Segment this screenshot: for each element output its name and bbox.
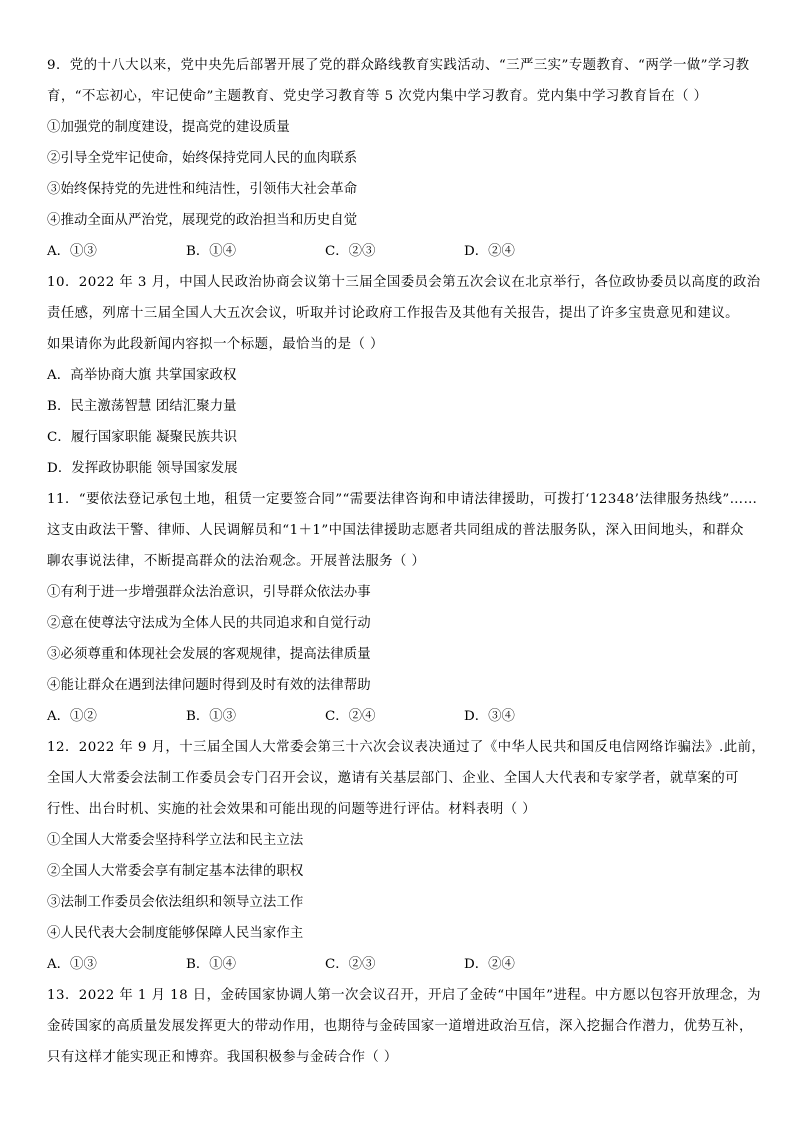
question-11-option-c: C．②④ bbox=[325, 709, 376, 724]
question-12-option-a: A．①③ bbox=[47, 957, 97, 972]
question-11-statement-4: ④能让群众在遇到法律问题时得到及时有效的法律帮助 bbox=[47, 678, 371, 693]
question-13-stem-line-3: 只有这样才能实现正和博弈。我国积极参与金砖合作（ ） bbox=[47, 1050, 398, 1065]
question-11-statement-1: ①有利于进一步增强群众法治意识，引导群众依法办事 bbox=[47, 585, 371, 600]
question-9-option-d: D．②④ bbox=[464, 244, 515, 259]
question-12-option-d: D．②④ bbox=[464, 957, 515, 972]
question-11-option-d: D．③④ bbox=[464, 709, 515, 724]
question-9 bbox=[47, 50, 767, 267]
question-12-stem-line-1: 12．2022 年 9 月，十三届全国人大常委会第三十六次会议表决通过了《中华人民共和国反电信网络诈骗法》.此前， bbox=[47, 740, 766, 755]
question-11-option-a: A．①② bbox=[47, 709, 97, 724]
question-11-statement-3: ③必须尊重和体现社会发展的客观规律，提高法律质量 bbox=[47, 647, 371, 662]
question-12-options bbox=[47, 949, 767, 980]
question-10-stem-line-3: 如果请你为此段新闻内容拟一个标题，最恰当的是（ ） bbox=[47, 337, 384, 352]
question-12-statement-2: ②全国人大常委会享有制定基本法律的职权 bbox=[47, 864, 304, 879]
question-11-options bbox=[47, 701, 767, 732]
question-9-statement-2: ②引导全党牢记使命，始终保持党同人民的血肉联系 bbox=[47, 151, 358, 166]
question-12-statement-1: ①全国人大常委会坚持科学立法和民主立法 bbox=[47, 833, 304, 848]
question-9-stem-line-1: 9．党的十八大以来，党中央先后部署开展了党的群众路线教育实践活动、“三严三实”专题教育、“两学一做”学习教 bbox=[47, 58, 750, 73]
question-10-option-b: B．民主激荡智慧 团结汇聚力量 bbox=[47, 399, 237, 414]
question-10-stem-line-2: 责任感，列席十三届全国人大五次会议，听取并讨论政府工作报告及其他有关报告，提出了许多宝贵意见和建议。 bbox=[47, 306, 740, 321]
question-9-stem-line-2: 育，“不忘初心，牢记使命”主题教育、党史学习教育等 5 次党内集中学习教育。党内集中学习教育旨在（ ） bbox=[47, 89, 708, 104]
question-10-option-c: C．履行国家职能 凝聚民族共识 bbox=[47, 430, 238, 445]
question-12-stem-line-2: 全国人大常委会法制工作委员会专门召开会议，邀请有关基层部门、企业、全国人大代表和专家学者，就草案的可 bbox=[47, 771, 740, 786]
question-11-option-b: B．①③ bbox=[186, 709, 237, 724]
question-11 bbox=[47, 484, 767, 732]
question-9-statement-3: ③始终保持党的先进性和纯洁性，引领伟大社会革命 bbox=[47, 182, 358, 197]
question-9-option-b: B．①④ bbox=[186, 244, 237, 259]
question-9-options bbox=[47, 236, 767, 267]
question-10-option-a: A．高举协商大旗 共掌国家政权 bbox=[47, 368, 237, 383]
question-13-stem-line-2: 金砖国家的高质量发展发挥更大的带动作用，也期待与金砖国家一道增进政治互信，深入挖掘合作潜力，优势互补， bbox=[47, 1019, 753, 1034]
question-12-statement-3: ③法制工作委员会依法组织和领导立法工作 bbox=[47, 895, 304, 910]
question-11-stem-line-1: 11．“要依法登记承包土地，租赁一定要签合同”“需要法律咨询和申请法律援助，可拨打‘12348’法律服务热线”…… bbox=[47, 492, 758, 507]
question-12-stem-line-3: 行性、出台时机、实施的社会效果和可能出现的问题等进行评估。材料表明（ ） bbox=[47, 802, 537, 817]
question-12-option-b: B．①④ bbox=[186, 957, 237, 972]
question-9-option-c: C．②③ bbox=[325, 244, 376, 259]
question-13 bbox=[47, 980, 767, 1073]
question-11-statement-2: ②意在使尊法守法成为全体人民的共同追求和自觉行动 bbox=[47, 616, 371, 631]
exam-page bbox=[47, 50, 767, 1073]
question-13-stem-line-1: 13．2022 年 1 月 18 日，金砖国家协调人第一次会议召开，开启了金砖“中国年”进程。中方愿以包容开放理念，为 bbox=[47, 988, 761, 1003]
question-12-option-c: C．②③ bbox=[325, 957, 376, 972]
question-10-option-d: D．发挥政协职能 领导国家发展 bbox=[47, 461, 238, 476]
question-10 bbox=[47, 267, 767, 484]
question-9-statement-4: ④推动全面从严治党，展现党的政治担当和历史自觉 bbox=[47, 213, 358, 228]
question-9-option-a: A．①③ bbox=[47, 244, 97, 259]
question-12-statement-4: ④人民代表大会制度能够保障人民当家作主 bbox=[47, 926, 304, 941]
question-10-stem-line-1: 10．2022 年 3 月，中国人民政治协商会议第十三届全国委员会第五次会议在北京举行，各位政协委员以高度的政治 bbox=[47, 275, 761, 290]
question-9-statement-1: ①加强党的制度建设，提高党的建设质量 bbox=[47, 120, 290, 135]
question-11-stem-line-3: 聊农事说法律，不断提高群众的法治观念。开展普法服务（ ） bbox=[47, 554, 426, 569]
question-12 bbox=[47, 732, 767, 980]
question-11-stem-line-2: 这支由政法干警、律师、人民调解员和“1＋1”中国法律援助志愿者共同组成的普法服务队，深入田间地头，和群众 bbox=[47, 523, 744, 538]
